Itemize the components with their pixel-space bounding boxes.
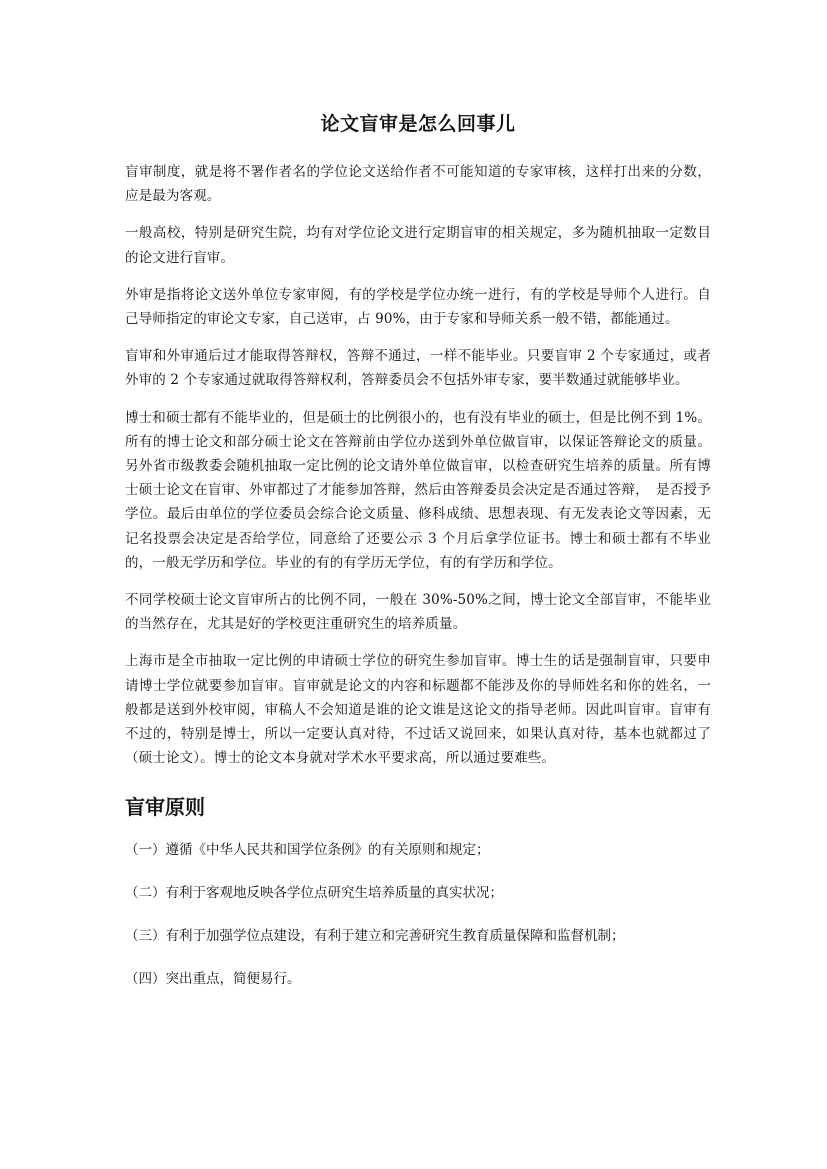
principle-item: （四）突出重点，简便易行。 bbox=[125, 971, 301, 988]
document-title: 论文盲审是怎么回事儿 bbox=[320, 113, 516, 135]
principles-list bbox=[125, 838, 711, 991]
paragraph: 博士和硕士都有不能毕业的，但是硕士的比例很小的，也有没有毕业的硕士，但是比例不到 1%。所有的博士论文和部分硕士论文在答辩前由学位办送到外单位做盲审，以保证答辩论文的质量。另外省市级教委会随机抽取一定比例的论文请外单位做盲审，以检查研究生培养的质量。所有博士硕士论文在盲审、外审都过了才能参加答辩，然后由答辩委员会决定是否通过答辩， 是否授予学位。最后由单位的学位委员会综合论文质量、修科成绩、思想表现、有无发表论文等因素，无记名投票会决定是否给学位，同意给了还要公示 3 个月后拿学位证书。博士和硕士都有不毕业的，一般无学历和学位。毕业的有的有学历无学位，有的有学历和学位。 bbox=[125, 409, 711, 571]
document-page bbox=[125, 112, 711, 1010]
principle-item: （三）有利于加强学位点建设，有利于建立和完善研究生教育质量保障和监督机制； bbox=[125, 928, 625, 945]
paragraph: 上海市是全市抽取一定比例的申请硕士学位的研究生参加盲审。博士生的话是强制盲审，只要申请博士学位就要参加盲审。盲审就是论文的内容和标题都不能涉及你的导师姓名和你的姓名，一般都是送到外校审阅，审稿人不会知道是谁的论文谁是这论文的指导老师。因此叫盲审。盲审有不过的，特别是博士，所以一定要认真对待，不过话又说回来，如果认真对待，基本也就都过了（硕士论文）。博士的论文本身就对学术水平要求高，所以通过要难些。 bbox=[125, 653, 711, 767]
paragraph: 一般高校，特别是研究生院，均有对学位论文进行定期盲审的相关规定，多为随机抽取一定数目的论文进行盲审。 bbox=[125, 225, 711, 266]
principle-item: （一）遵循《中华人民共和国学位条例》的有关原则和规定； bbox=[125, 842, 490, 859]
paragraph: 外审是指将论文送外单位专家审阅，有的学校是学位办统一进行，有的学校是导师个人进行。自己导师指定的审论文专家，自己送审，占 90%，由于专家和导师关系一般不错，都能通过。 bbox=[125, 286, 711, 328]
paragraph: 不同学校硕士论文盲审所占的比例不同，一般在 30%-50%之间，博士论文全部盲审，不能毕业的当然存在，尤其是好的学校更注重研究生的培养质量。 bbox=[125, 592, 711, 633]
section-heading: 盲审原则 bbox=[125, 795, 205, 820]
paragraph: 盲审制度，就是将不署作者名的学位论文送给作者不可能知道的专家审核，这样打出来的分数，应是最为客观。 bbox=[125, 164, 711, 205]
paragraph: 盲审和外审通后过才能取得答辩权，答辩不通过，一样不能毕业。只要盲审 2 个专家通过，或者外审的 2 个专家通过就取得答辩权利，答辩委员会不包括外审专家，要半数通过就能够毕业。 bbox=[125, 348, 711, 389]
document-body bbox=[125, 160, 711, 770]
principle-item: （二）有利于客观地反映各学位点研究生培养质量的真实状况； bbox=[125, 885, 503, 902]
